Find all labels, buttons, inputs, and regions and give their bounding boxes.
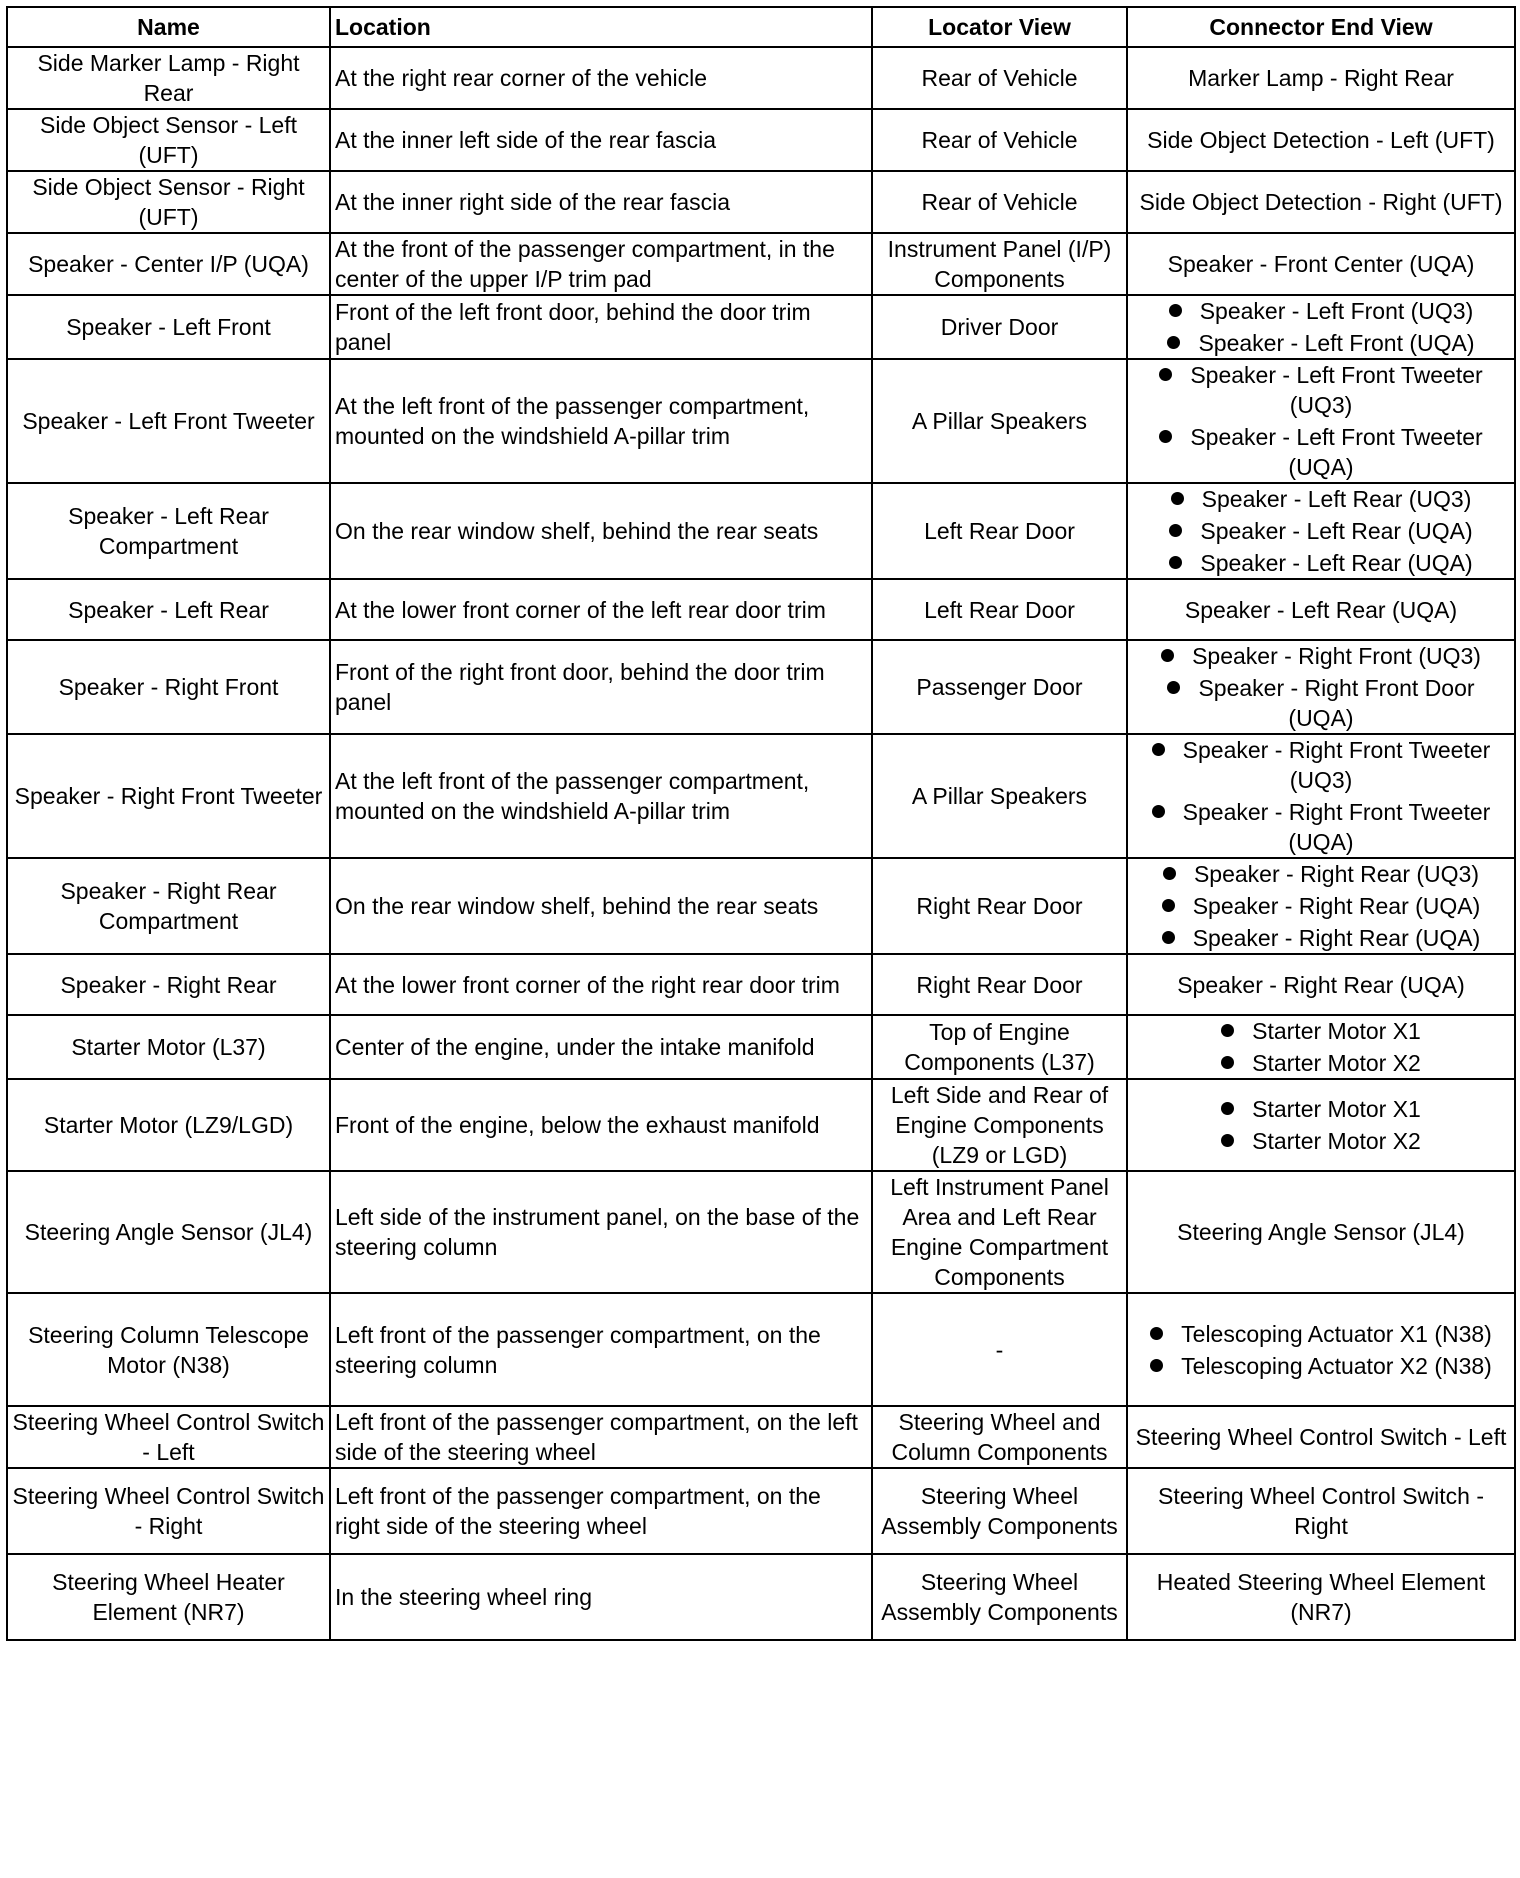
connector-list-item (1132, 1016, 1510, 1046)
cell-location: At the inner right side of the rear fascia (330, 171, 872, 233)
header-location: Location (330, 7, 872, 47)
cell-connector-end-view (1127, 109, 1515, 171)
connector-label: Speaker - Right Front Door (UQA) (1198, 675, 1475, 731)
cell-location: At the left front of the passenger compartment, mounted on the windshield A-pillar trim (330, 359, 872, 483)
connector-list-item (1132, 1351, 1510, 1381)
cell-locator-view: Rear of Vehicle (872, 109, 1127, 171)
cell-location: Left front of the passenger compartment, on the right side of the steering wheel (330, 1468, 872, 1554)
cell-locator-view: - (872, 1293, 1127, 1406)
cell-name: Starter Motor (L37) (7, 1015, 330, 1079)
table-row (7, 640, 1515, 734)
cell-location: At the left front of the passenger compartment, mounted on the windshield A-pillar trim (330, 734, 872, 858)
cell-name: Starter Motor (LZ9/LGD) (7, 1079, 330, 1171)
bullet-icon (1152, 743, 1165, 756)
cell-location: At the right rear corner of the vehicle (330, 47, 872, 109)
connector-list-item (1132, 548, 1510, 578)
cell-location: Front of the engine, below the exhaust manifold (330, 1079, 872, 1171)
cell-location: At the lower front corner of the left rear door trim (330, 579, 872, 640)
cell-location: Left front of the passenger compartment, on the left side of the steering wheel (330, 1406, 872, 1468)
cell-location: In the steering wheel ring (330, 1554, 872, 1640)
connector-label: Steering Wheel Control Switch - Right (1158, 1483, 1484, 1539)
bullet-icon (1167, 681, 1180, 694)
cell-locator-view: Top of Engine Components (L37) (872, 1015, 1127, 1079)
connector-list (1132, 641, 1510, 733)
connector-list-item (1132, 797, 1510, 857)
cell-locator-view: Instrument Panel (I/P) Components (872, 233, 1127, 295)
connector-label: Speaker - Left Front Tweeter (UQA) (1190, 424, 1483, 480)
connector-label: Heated Steering Wheel Element (NR7) (1156, 1569, 1486, 1625)
cell-name: Speaker - Left Rear (7, 579, 330, 640)
cell-name: Side Marker Lamp - Right Rear (7, 47, 330, 109)
table-row (7, 1171, 1515, 1293)
cell-connector-end-view (1127, 483, 1515, 579)
connector-list-item (1132, 296, 1510, 326)
cell-connector-end-view (1127, 579, 1515, 640)
connector-label: Steering Angle Sensor (JL4) (1177, 1219, 1465, 1245)
table-row (7, 109, 1515, 171)
connector-label: Speaker - Left Rear (UQA) (1184, 596, 1458, 623)
table-row (7, 1015, 1515, 1079)
bullet-icon (1221, 1102, 1234, 1115)
connector-list-item (1132, 1319, 1510, 1349)
cell-name: Steering Angle Sensor (JL4) (7, 1171, 330, 1293)
connector-list (1132, 859, 1510, 953)
header-locator-view: Locator View (872, 7, 1127, 47)
cell-location: Center of the engine, under the intake manifold (330, 1015, 872, 1079)
table-row (7, 483, 1515, 579)
connector-label: Side Object Detection - Right (UFT) (1139, 189, 1503, 215)
cell-connector-end-view (1127, 171, 1515, 233)
component-locator-table-container (6, 6, 1514, 1641)
connector-label: Marker Lamp - Right Rear (1188, 65, 1454, 91)
connector-list (1132, 360, 1510, 482)
cell-locator-view: Steering Wheel and Column Components (872, 1406, 1127, 1468)
connector-list-item (1132, 1094, 1510, 1124)
table-row (7, 233, 1515, 295)
cell-locator-view: Left Instrument Panel Area and Left Rear Engine Compartment Components (872, 1171, 1127, 1293)
table-row (7, 1554, 1515, 1640)
connector-label: Telescoping Actuator X2 (N38) (1181, 1352, 1492, 1379)
table-row (7, 359, 1515, 483)
connector-list-item (1132, 1048, 1510, 1078)
connector-label: Speaker - Right Front (UQ3) (1192, 643, 1481, 669)
cell-locator-view: Right Rear Door (872, 858, 1127, 954)
cell-location: Left front of the passenger compartment, on the steering column (330, 1293, 872, 1406)
cell-name: Speaker - Center I/P (UQA) (7, 233, 330, 295)
cell-location: On the rear window shelf, behind the rear seats (330, 483, 872, 579)
header-name: Name (7, 7, 330, 47)
cell-location: Front of the right front door, behind the door trim panel (330, 640, 872, 734)
cell-name: Speaker - Left Rear Compartment (7, 483, 330, 579)
bullet-icon (1167, 336, 1180, 349)
cell-locator-view: Rear of Vehicle (872, 47, 1127, 109)
connector-label: Speaker - Left Front (UQA) (1198, 330, 1475, 356)
connector-label: Telescoping Actuator X1 (N38) (1181, 1320, 1492, 1347)
connector-label: Speaker - Left Rear (UQ3) (1201, 486, 1472, 512)
cell-location: Front of the left front door, behind the door trim panel (330, 295, 872, 359)
connector-list (1132, 1094, 1510, 1156)
cell-name: Steering Wheel Heater Element (NR7) (7, 1554, 330, 1640)
connector-label: Side Object Detection - Left (UFT) (1147, 127, 1495, 153)
cell-locator-view: Left Rear Door (872, 579, 1127, 640)
bullet-icon (1169, 556, 1182, 569)
connector-list (1132, 735, 1510, 857)
table-row (7, 954, 1515, 1015)
connector-label: Starter Motor X1 (1252, 1096, 1421, 1122)
cell-connector-end-view (1127, 858, 1515, 954)
cell-name: Speaker - Right Front (7, 640, 330, 734)
cell-location: At the inner left side of the rear fascia (330, 109, 872, 171)
connector-list-item (1132, 673, 1510, 733)
table-row (7, 295, 1515, 359)
connector-list (1132, 1319, 1510, 1381)
bullet-icon (1169, 524, 1182, 537)
cell-name: Speaker - Right Rear Compartment (7, 858, 330, 954)
connector-label: Speaker - Right Front Tweeter (UQA) (1182, 799, 1491, 855)
cell-name: Speaker - Left Front Tweeter (7, 359, 330, 483)
bullet-icon (1161, 649, 1174, 662)
cell-locator-view: Left Rear Door (872, 483, 1127, 579)
connector-list-item (1132, 422, 1510, 482)
table-row (7, 1468, 1515, 1554)
header-row (7, 7, 1515, 47)
cell-locator-view: Left Side and Rear of Engine Components (LZ9 or LGD) (872, 1079, 1127, 1171)
header-connector-end-view: Connector End View (1127, 7, 1515, 47)
connector-list (1132, 1016, 1510, 1078)
bullet-icon (1150, 1327, 1163, 1340)
connector-label: Speaker - Left Front (UQ3) (1199, 298, 1474, 324)
cell-name: Speaker - Left Front (7, 295, 330, 359)
cell-name: Steering Wheel Control Switch - Left (7, 1406, 330, 1468)
table-row (7, 1293, 1515, 1406)
bullet-icon (1159, 430, 1172, 443)
cell-name: Steering Column Telescope Motor (N38) (7, 1293, 330, 1406)
cell-connector-end-view (1127, 1554, 1515, 1640)
component-locator-table (6, 6, 1516, 1641)
table-row (7, 858, 1515, 954)
cell-connector-end-view (1127, 954, 1515, 1015)
cell-locator-view: Driver Door (872, 295, 1127, 359)
cell-connector-end-view (1127, 233, 1515, 295)
bullet-icon (1221, 1134, 1234, 1147)
cell-locator-view: Steering Wheel Assembly Components (872, 1554, 1127, 1640)
cell-connector-end-view (1127, 295, 1515, 359)
cell-name: Side Object Sensor - Left (UFT) (7, 109, 330, 171)
connector-list-item (1132, 859, 1510, 889)
bullet-icon (1152, 805, 1165, 818)
cell-connector-end-view (1127, 47, 1515, 109)
cell-locator-view: Passenger Door (872, 640, 1127, 734)
bullet-icon (1159, 368, 1172, 381)
cell-connector-end-view (1127, 1468, 1515, 1554)
connector-label: Speaker - Right Rear (UQ3) (1193, 861, 1480, 887)
table-row (7, 1079, 1515, 1171)
bullet-icon (1162, 899, 1175, 912)
bullet-icon (1221, 1056, 1234, 1069)
cell-connector-end-view (1127, 1079, 1515, 1171)
table-body (7, 47, 1515, 1640)
connector-label: Speaker - Front Center (UQA) (1167, 251, 1475, 277)
connector-list (1132, 484, 1510, 578)
cell-location: Left side of the instrument panel, on the base of the steering column (330, 1171, 872, 1293)
cell-connector-end-view (1127, 1015, 1515, 1079)
connector-list-item (1132, 891, 1510, 921)
connector-label: Speaker - Left Front Tweeter (UQ3) (1190, 362, 1483, 418)
bullet-icon (1169, 304, 1182, 317)
connector-label: Speaker - Right Rear (UQA) (1192, 893, 1481, 919)
bullet-icon (1221, 1024, 1234, 1037)
connector-list-item (1132, 484, 1510, 514)
cell-connector-end-view (1127, 1171, 1515, 1293)
bullet-icon (1163, 867, 1176, 880)
connector-label: Speaker - Right Front Tweeter (UQ3) (1182, 737, 1491, 793)
connector-label: Speaker - Right Rear (UQA) (1177, 971, 1465, 998)
cell-connector-end-view (1127, 1406, 1515, 1468)
cell-location: On the rear window shelf, behind the rear seats (330, 858, 872, 954)
connector-list-item (1132, 641, 1510, 671)
cell-name: Steering Wheel Control Switch - Right (7, 1468, 330, 1554)
cell-connector-end-view (1127, 359, 1515, 483)
connector-list-item (1132, 735, 1510, 795)
cell-name: Speaker - Right Rear (7, 954, 330, 1015)
connector-label: Speaker - Left Rear (UQA) (1200, 550, 1473, 576)
cell-location: At the front of the passenger compartment, in the center of the upper I/P trim pad (330, 233, 872, 295)
cell-locator-view: Steering Wheel Assembly Components (872, 1468, 1127, 1554)
connector-list-item (1132, 328, 1510, 358)
cell-location: At the lower front corner of the right rear door trim (330, 954, 872, 1015)
cell-name: Side Object Sensor - Right (UFT) (7, 171, 330, 233)
connector-label: Starter Motor X1 (1252, 1018, 1421, 1044)
bullet-icon (1171, 492, 1184, 505)
cell-connector-end-view (1127, 640, 1515, 734)
connector-list-item (1132, 1126, 1510, 1156)
connector-label: Speaker - Left Rear (UQA) (1200, 518, 1473, 544)
cell-connector-end-view (1127, 734, 1515, 858)
cell-locator-view: A Pillar Speakers (872, 734, 1127, 858)
connector-label: Steering Wheel Control Switch - Left (1135, 1424, 1507, 1450)
table-row (7, 47, 1515, 109)
table-row (7, 171, 1515, 233)
connector-label: Starter Motor X2 (1252, 1128, 1421, 1154)
table-row (7, 1406, 1515, 1468)
connector-label: Speaker - Right Rear (UQA) (1192, 925, 1481, 951)
cell-name: Speaker - Right Front Tweeter (7, 734, 330, 858)
connector-list-item (1132, 360, 1510, 420)
bullet-icon (1162, 931, 1175, 944)
connector-list-item (1132, 923, 1510, 953)
cell-locator-view: A Pillar Speakers (872, 359, 1127, 483)
cell-connector-end-view (1127, 1293, 1515, 1406)
connector-label: Starter Motor X2 (1252, 1050, 1421, 1076)
table-row (7, 579, 1515, 640)
cell-locator-view: Right Rear Door (872, 954, 1127, 1015)
cell-locator-view: Rear of Vehicle (872, 171, 1127, 233)
connector-list-item (1132, 516, 1510, 546)
connector-list (1132, 296, 1510, 358)
bullet-icon (1150, 1359, 1163, 1372)
table-row (7, 734, 1515, 858)
